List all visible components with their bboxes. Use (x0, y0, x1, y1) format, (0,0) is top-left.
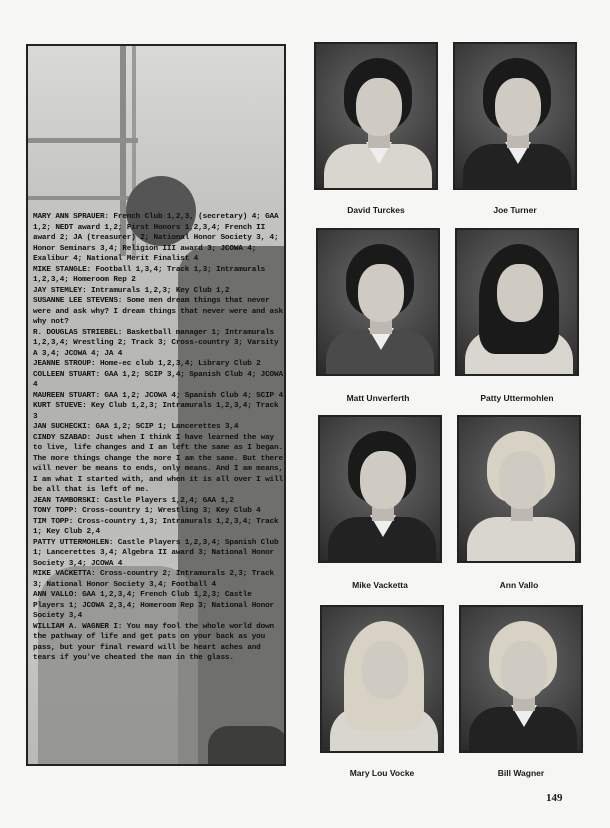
bio-entry: MAUREEN STUART: GAA 1,2; JCOWA 4; Spanish Club 4; SCIP 4 (33, 391, 283, 400)
bio-entry: CINDY SZABAD: Just when I think I have learned the way to live, life changes and I am left the same as I began. The more things change the more I am the same. But there will never be means to ends, only means. And I am means, I am what I started with, and when it is all over I will be all that is left of me. (33, 433, 283, 494)
bio-entry: PATTY UTTERMOHLEN: Castle Players 1,2,3,4; Spanish Club 1; Lancerettes 3,4; Algebra II award 3; National Honor Society 3,4; JCOWA 4 (33, 538, 279, 568)
bio-entry: KURT STUEVE: Key Club 1,2,3; Intramurals 1,2,3,4; Track 3 (33, 402, 279, 421)
portrait-photo (316, 228, 440, 376)
portrait-photo (314, 42, 438, 190)
bio-entry: WILLIAM A. WAGNER I: You may fool the whole world down the pathway of life and get pats on your back as you pass, but your final reward will be heart aches and tears if you've cheated the man in the glass. (33, 622, 275, 662)
portrait-photo (320, 605, 444, 753)
portrait-photo (318, 415, 442, 563)
bio-entry: TIM TOPP: Cross-country 1,3; Intramurals 1,2,3,4; Track 1; Key Club 2,4 (33, 517, 279, 536)
portrait-photo (457, 415, 581, 563)
bio-entry: JAN SUCHECKI: GAA 1,2; SCIP 1; Lancerettes 3,4 (33, 423, 239, 431)
portrait-name: Joe Turner (493, 205, 537, 215)
portrait-photo (459, 605, 583, 753)
portrait-name: Bill Wagner (497, 768, 545, 778)
senior-bios (33, 212, 285, 664)
page-number: 149 (546, 792, 563, 804)
portrait-name: Ann Vallo (499, 580, 539, 590)
portrait-photo (455, 228, 579, 376)
bio-entry: MIKE STANGLE: Football 1,3,4; Track 1,3; Intramurals 1,2,3,4; Homeroom Rep 2 (33, 265, 266, 284)
background-figure (208, 726, 286, 766)
background-scaffold (28, 196, 138, 200)
bio-entry: TONY TOPP: Cross-country 1; Wrestling 3; Key Club 4 (33, 507, 261, 515)
portrait-name: Mike Vacketta (352, 580, 408, 590)
bio-entry: JAY STEMLEY: Intramurals 1,2,3; Key Club 1,2 (33, 286, 230, 295)
bio-entry: SUSANNE LEE STEVENS: Some men dream things that never were and ask why? I dream things that never were and ask why not? (33, 297, 283, 326)
portrait-name: Matt Unverferth (346, 393, 410, 403)
bio-entry: JEANNE STROUP: Home-ec club 1,2,3,4; Library Club 2 (33, 360, 261, 368)
bio-entry: MARY ANN SPRAUER: French Club 1,2,3, (secretary) 4; GAA 1,2; NEDT award 1,2; First Honors 1,2,3,4; French II award 2; JA (treasurer) 2; National Honor Society 3, 4; Honor Seminars 3,4; Religion III award 3; JCOWA 4; Exalibur 4; National Merit Finalist 4 (33, 213, 279, 263)
portrait-name: Patty Uttermohlen (480, 393, 554, 403)
portrait-name: David Turckes (347, 205, 405, 215)
bio-entry: COLLEEN STUART: GAA 1,2; SCIP 3,4; Spanish Club 4; JCOWA 4 (33, 370, 283, 389)
background-scaffold (28, 138, 138, 143)
bio-entry: MIKE VACKETTA: Cross-country 2; Intramurals 2,3; Track 3; National Honor Society 3,4; Football 4 (33, 570, 275, 589)
portrait-name: Mary Lou Vocke (349, 768, 415, 778)
bio-entry: JEAN TAMBORSKI: Castle Players 1,2,4; GAA 1,2 (33, 496, 234, 505)
portrait-photo (453, 42, 577, 190)
bio-entry: ANN VALLO: GAA 1,2,3,4; French Club 1,2,3; Castle Players 1; JCOWA 2,3,4; Homeroom Rep 3; National Honor Society 3,4 (33, 591, 275, 620)
bio-entry: R. DOUGLAS STRIEBEL: Basketball manager 1; Intramurals 1,2,3,4; Wrestling 2; Track 3; Cross-country 3; Varsity A 3,4; JCOWA 4; JA 4 (33, 328, 279, 358)
bio-panel (26, 44, 286, 766)
